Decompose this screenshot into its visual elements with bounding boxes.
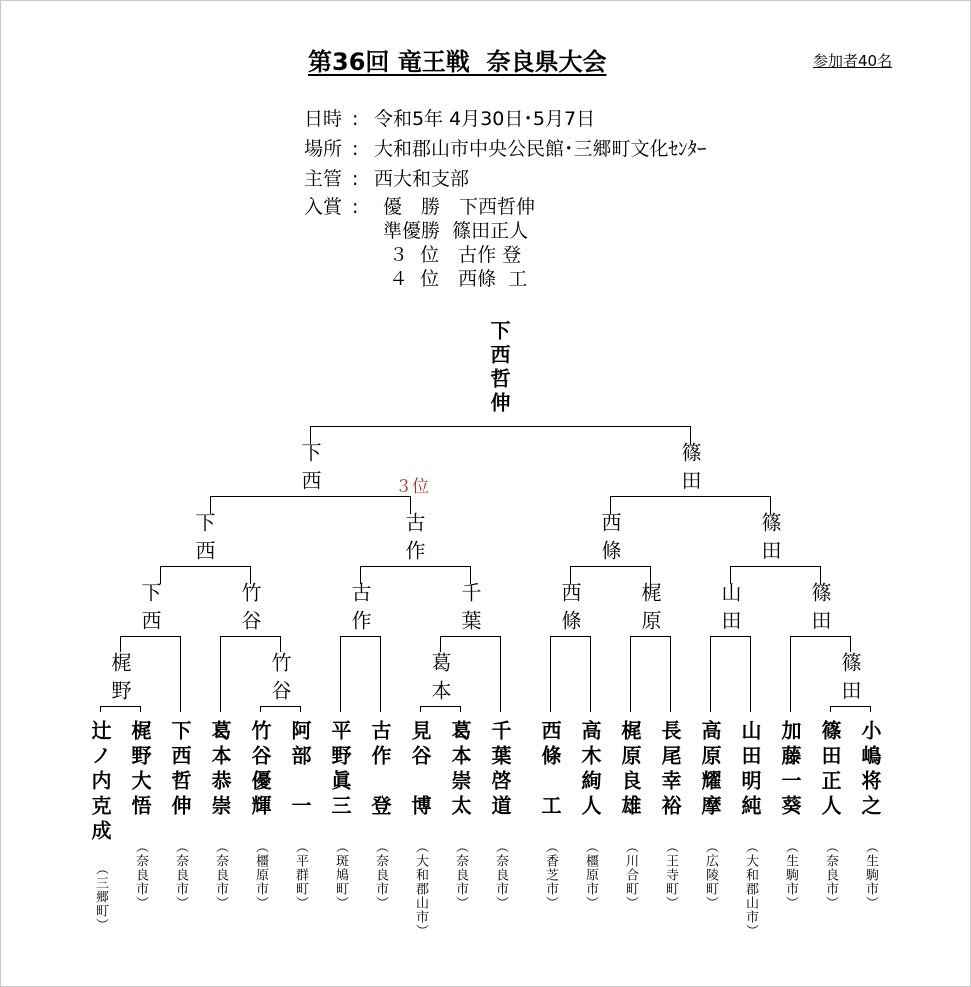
player-city: （王寺町）: [663, 840, 678, 910]
player-name: 下西哲伸: [168, 720, 192, 820]
player-name: 加藤一葵: [778, 720, 802, 820]
player-name: 小嶋将之: [858, 720, 882, 820]
separator: :: [352, 138, 359, 160]
info-organizer-label: 主管: [304, 168, 343, 190]
r32-winner-2: 竹谷: [268, 652, 292, 708]
champion-name: 下西哲伸: [487, 320, 511, 416]
player-name: 梶野大悟: [128, 720, 152, 820]
player-city: （奈良市）: [493, 840, 508, 910]
award-4th: ４ 位 西條 工: [383, 268, 528, 290]
player-city: （奈良市）: [173, 840, 188, 910]
r16-line-6: [631, 637, 671, 713]
r16-winner-7: 山田: [718, 582, 742, 638]
player-city: （斑鳩町）: [333, 840, 348, 910]
quarter-line-2: [361, 567, 471, 585]
semi-line-left: [211, 497, 411, 515]
final-line: [311, 427, 691, 445]
player-name: 千葉啓道: [488, 720, 512, 820]
semi-winner-left: 下西: [298, 442, 322, 498]
player-city: （川合町）: [623, 840, 638, 910]
separator: :: [352, 108, 359, 130]
player-city: （広陵町）: [703, 840, 718, 910]
player-city: （奈良市）: [453, 840, 468, 910]
player-name: 篠田正人: [818, 720, 842, 820]
player-city: （生駒市）: [863, 840, 878, 910]
r32-winner-1: 梶野: [108, 652, 132, 708]
info-venue-label: 場所: [304, 138, 343, 160]
quarter-winner-1: 下西: [192, 512, 216, 568]
quarter-line-4: [731, 567, 821, 585]
player-city: （奈良市）: [373, 840, 388, 910]
player-name: 西條 工: [538, 720, 562, 820]
award-2nd: 準優勝 篠田正人: [383, 220, 529, 242]
r16-winner-4: 千葉: [458, 582, 482, 638]
player-name: 高木絢人: [578, 720, 602, 820]
quarter-winner-3: 西條: [598, 512, 622, 568]
player-name: 古作 登: [368, 720, 392, 820]
player-name: 平野眞三: [328, 720, 352, 820]
player-name: 葛本恭崇: [208, 720, 232, 820]
third-place-mark: ３位: [395, 477, 429, 497]
player-name: 竹谷優輝: [248, 720, 272, 820]
r16-winner-1: 下西: [138, 582, 162, 638]
info-organizer-value: 西大和支部: [374, 168, 470, 190]
participants-count: 参加者40名: [813, 52, 893, 70]
r16-line-3: [341, 637, 381, 713]
separator: :: [352, 196, 359, 218]
player-city: （大和郡山市）: [413, 840, 428, 938]
separator: :: [352, 168, 359, 190]
player-city: （平群町）: [293, 840, 308, 910]
player-city: （生駒市）: [783, 840, 798, 910]
player-city: （橿原市）: [583, 840, 598, 910]
player-name: 梶原良雄: [618, 720, 642, 820]
info-date-label: 日時: [304, 108, 343, 130]
r16-winner-3: 古作: [348, 582, 372, 638]
award-3rd: ３ 位 古作 登: [383, 244, 522, 266]
player-name: 辻ノ内克成: [88, 720, 112, 845]
player-name: 高原耀摩: [698, 720, 722, 820]
player-name: 長尾幸裕: [658, 720, 682, 820]
player-city: （大和郡山市）: [743, 840, 758, 938]
player-city: （香芝市）: [543, 840, 558, 910]
player-name: 見谷 博: [408, 720, 432, 820]
player-name: 山田明純: [738, 720, 762, 820]
player-city: （奈良市）: [213, 840, 228, 910]
page-title: 第36回 竜王戦 奈良県大会: [308, 48, 607, 76]
info-award-label: 入賞: [304, 196, 343, 218]
r16-winner-8: 篠田: [808, 582, 832, 638]
award-1st: 優 勝 下西哲伸: [383, 196, 536, 218]
player-city: （橿原市）: [253, 840, 268, 910]
r16-winner-6: 梶原: [638, 582, 662, 638]
r16-winner-2: 竹谷: [238, 582, 262, 638]
player-city: （奈良市）: [133, 840, 148, 910]
r16-line-5: [551, 637, 591, 713]
player-city: （三郷町）: [93, 862, 108, 932]
semi-line-right: [611, 497, 771, 515]
quarter-winner-2: 古作: [402, 512, 426, 568]
quarter-winner-4: 篠田: [758, 512, 782, 568]
semi-winner-right: 篠田: [678, 442, 702, 498]
r32-winner-4: 篠田: [838, 652, 862, 708]
r16-line-7: [711, 637, 751, 713]
r16-winner-5: 西條: [558, 582, 582, 638]
bracket-line-group: [101, 427, 871, 713]
quarter-line-1: [161, 567, 251, 585]
player-name: 葛本崇太: [448, 720, 472, 820]
info-date-value: 令和5年 4月30日･5月7日: [374, 108, 596, 130]
info-venue-value: 大和郡山市中央公民館･三郷町文化ｾﾝﾀｰ: [374, 138, 707, 160]
player-city: （奈良市）: [823, 840, 838, 910]
r32-winner-3: 葛本: [428, 652, 452, 708]
player-name: 阿部 一: [288, 720, 312, 820]
